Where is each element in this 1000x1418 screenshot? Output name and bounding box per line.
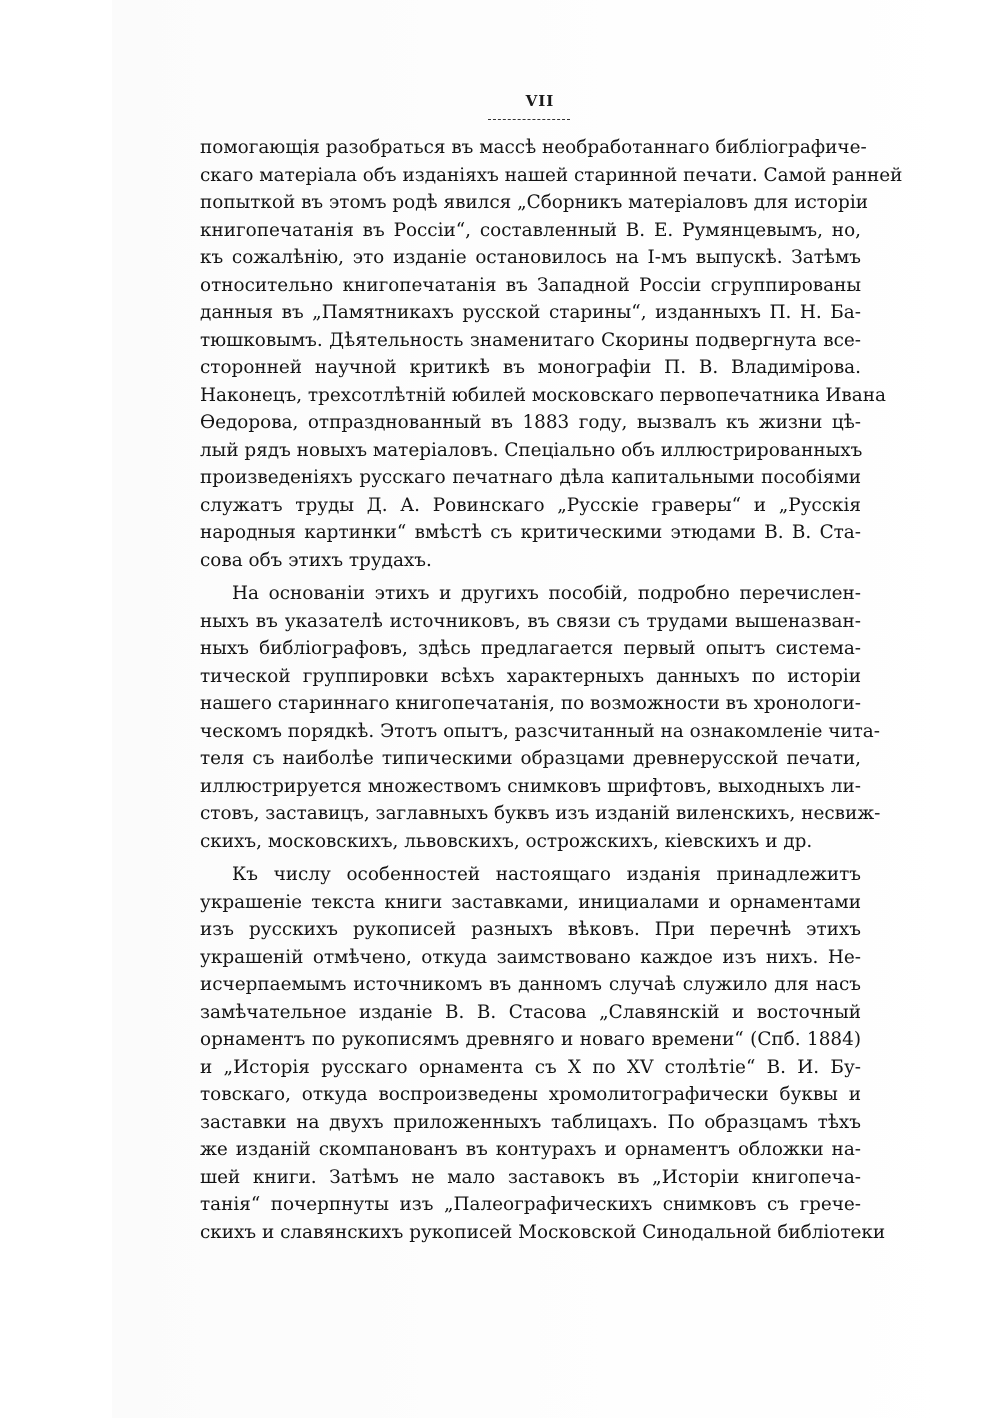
text-line: книгопечатанія въ Россіи“, составленный В. Е. Румянцевымъ, но, bbox=[200, 219, 861, 241]
paragraph-1 bbox=[200, 134, 903, 574]
text-line: ныхъ библіографовъ, здѣсь предлагается первый опытъ система- bbox=[200, 638, 861, 659]
paragraph-3 bbox=[200, 861, 886, 1246]
text-line: помогающія разобраться въ массѣ необработаннаго библіографиче- bbox=[200, 137, 867, 158]
text-line: нашего стариннаго книгопечатанія, по возможности въ хронологи- bbox=[200, 693, 861, 714]
text-line: танія“ почерпнуты изъ „Палеографическихъ снимковъ съ грече- bbox=[200, 1194, 861, 1215]
text-line: скихъ, московскихъ, львовскихъ, острожскихъ, кіевскихъ и др. bbox=[200, 830, 813, 852]
paragraph-2 bbox=[200, 580, 881, 855]
text-line: же изданій скомпанованъ въ контурахъ и орнаментъ обложки на- bbox=[200, 1139, 861, 1160]
text-line: замѣчательное изданіе В. В. Стасова „Славянскій и восточный bbox=[200, 1001, 861, 1023]
text-line: и „Исторія русскаго орнамента съ X по XV столѣтіе“ В. И. Бу- bbox=[200, 1056, 861, 1078]
text-line: произведеніяхъ русскаго печатнаго дѣла капитальными пособіями bbox=[200, 467, 861, 488]
text-line: На основаніи этихъ и другихъ пособій, подробно перечислен- bbox=[232, 583, 861, 604]
page-number: VII bbox=[525, 92, 555, 110]
text-line: заставки на двухъ приложенныхъ таблицахъ. По образцамъ тѣхъ bbox=[200, 1111, 861, 1133]
text-line: шей книги. Затѣмъ не мало заставокъ въ „Исторіи книгопеча- bbox=[200, 1166, 861, 1188]
text-line: украшеній отмѣчено, откуда заимствовано каждое изъ нихъ. Не- bbox=[200, 946, 861, 968]
text-line: данныя въ „Памятникахъ русской старины“, изданныхъ П. Н. Ба- bbox=[200, 302, 861, 323]
text-line: ческомъ порядкѣ. Этотъ опытъ, разсчитанный на ознакомленіе чита- bbox=[200, 720, 880, 742]
text-line: къ сожалѣнію, это изданіе остановилось на I-мъ выпускѣ. Затѣмъ bbox=[200, 247, 861, 268]
text-line: теля съ наиболѣе типическими образцами древнерусской печати, bbox=[200, 748, 861, 769]
text-line: скихъ и славянскихъ рукописей Московской Синодальной библіотеки bbox=[200, 1221, 886, 1243]
text-line: товскаго, откуда воспроизведены хромолитографически буквы и bbox=[200, 1084, 861, 1105]
text-line: изъ русскихъ рукописей разныхъ вѣковъ. При перечнѣ этихъ bbox=[200, 919, 861, 940]
text-line: Къ числу особенностей настоящаго изданія принадлежитъ bbox=[232, 864, 861, 885]
text-line: относительно книгопечатанія въ Западной Россіи сгруппированы bbox=[200, 274, 861, 296]
text-line: сова объ этихъ трудахъ. bbox=[200, 549, 432, 571]
body-text bbox=[200, 134, 903, 1246]
text-line: сторонней научной критикѣ въ монографіи П. В. Владимірова. bbox=[200, 357, 861, 378]
text-line: служатъ труды Д. А. Ровинскаго „Русскіе граверы“ и „Русскія bbox=[200, 494, 861, 516]
text-line: Ѳедорова, отпразднованный въ 1883 году, вызвалъ къ жизни цѣ- bbox=[200, 412, 861, 433]
text-line: народныя картинки“ вмѣстѣ съ критическими этюдами В. В. Ста- bbox=[200, 522, 861, 543]
text-line: исчерпаемымъ источникомъ въ данномъ случаѣ служило для насъ bbox=[200, 974, 861, 995]
text-line: стовъ, заставицъ, заглавныхъ буквъ изъ изданій виленскихъ, несвиж- bbox=[200, 803, 881, 824]
text-line: лый рядъ новыхъ матеріаловъ. Спеціально объ иллюстрированныхъ bbox=[200, 439, 863, 461]
text-line: тюшковымъ. Дѣятельность знаменитаго Скорины подвергнута все- bbox=[200, 329, 861, 351]
page-number-rule bbox=[488, 119, 570, 120]
text-line: орнаментъ по рукописямъ древняго и новаго времени“ (Спб. 1884) bbox=[200, 1029, 861, 1050]
text-line: попыткой въ этомъ родѣ явился „Сборникъ матеріаловъ для исторіи bbox=[200, 192, 868, 213]
text-line: тической группировки всѣхъ характерныхъ данныхъ по исторіи bbox=[200, 665, 861, 687]
text-line: украшеніе текста книги заставками, инициалами и орнаментами bbox=[200, 891, 861, 913]
text-line: Наконецъ, трехсотлѣтній юбилей московскаго первопечатника Ивана bbox=[200, 384, 886, 406]
text-line: ныхъ въ указателѣ источниковъ, въ связи съ трудами вышеназван- bbox=[200, 610, 861, 632]
text-line: иллюстрируется множествомъ снимковъ шрифтовъ, выходныхъ ли- bbox=[200, 775, 861, 797]
text-line: скаго матеріала объ изданіяхъ нашей старинной печати. Самой ранней bbox=[200, 164, 903, 186]
